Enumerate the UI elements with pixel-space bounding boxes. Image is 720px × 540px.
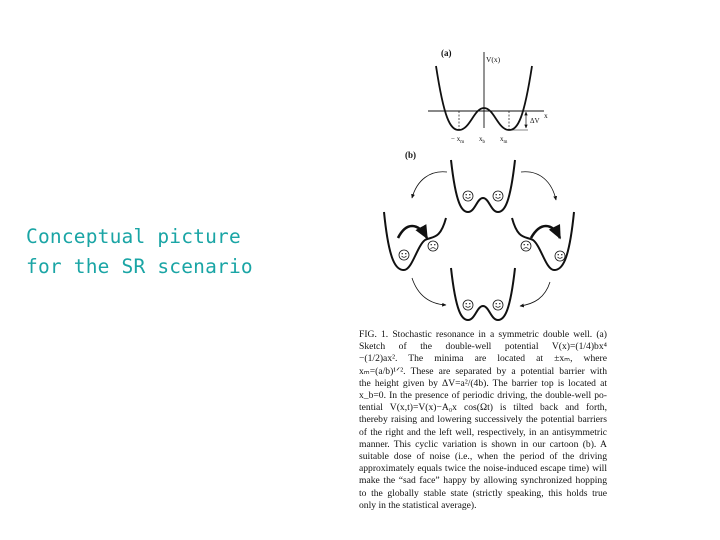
tick-xb: $x_b$	[479, 135, 485, 145]
hop-arrow-right	[531, 226, 560, 238]
slide-title-line-1: Conceptual picture	[26, 225, 241, 248]
delta-v-label: ΔV	[530, 117, 540, 125]
hop-arrow-left	[398, 226, 427, 238]
cycle-arrow-top-left	[412, 172, 447, 198]
tick-neg-xm: − $x_m$	[451, 135, 465, 145]
caption-line: the height given by ΔV=a²/(4b). The barrier top is located at	[359, 377, 607, 389]
caption-line: make the “sad face” happy by allowing synchronized hopping	[359, 475, 607, 487]
happy-face-icon	[399, 250, 409, 260]
caption-line: of the right and the left well, respectively, in an antisymmetric	[359, 426, 607, 438]
slide-title-line-2: for the SR scenario	[26, 255, 253, 278]
panel-a-label: (a)	[441, 48, 452, 58]
caption-line: suitable dose of noise (i.e., when the period of the driving	[359, 451, 607, 463]
figure-caption	[359, 329, 607, 512]
happy-face-icon	[463, 191, 473, 201]
happy-face-icon	[493, 300, 503, 310]
caption-line: xₘ=(a/b)¹ᐟ². These are separated by a potential barrier with	[359, 365, 607, 377]
tick-xm: $x_m$	[500, 135, 508, 145]
x-axis-label: x	[544, 111, 548, 120]
cycle-arrow-top-right	[521, 172, 556, 200]
happy-face-icon	[463, 300, 473, 310]
sad-face-icon	[521, 241, 531, 251]
left-tilted-well	[384, 212, 446, 270]
sad-face-icon	[428, 241, 438, 251]
caption-line: tential V(x,t)=V(x)−A₀x cos(Ωt) is tilted back and forth,	[359, 402, 607, 414]
caption-line: Sketch of the double-well potential V(x)=(1/4)bx⁴	[359, 341, 607, 353]
caption-line: FIG. 1. Stochastic resonance in a symmetric double well. (a)	[359, 329, 607, 340]
caption-line: approximately equals twice the noise-induced escape time) will	[359, 463, 607, 475]
caption-line: x_b=0. In the presence of periodic driving, the double-well po-	[359, 390, 607, 402]
cycle-arrow-bottom-left	[412, 278, 446, 305]
panel-a	[428, 48, 548, 145]
caption-line: only in the statistical average).	[359, 499, 477, 511]
right-tilted-well	[512, 212, 574, 270]
caption-line: −(1/2)ax². The minima are located at ±xₘ, where	[359, 353, 607, 365]
bottom-double-well	[451, 268, 515, 320]
y-axis-label: V(x)	[486, 55, 501, 64]
caption-line: manner. This cyclic variation is shown in our cartoon (b). A	[359, 438, 607, 450]
cycle-arrow-bottom-right	[520, 282, 550, 306]
happy-face-icon	[555, 251, 565, 261]
caption-line: thereby raising and lowering successively the potential barriers	[359, 414, 607, 426]
caption-line: to the globally stable state (strictly speaking, this holds true	[359, 487, 607, 499]
happy-face-icon	[493, 191, 503, 201]
panel-b-label: (b)	[405, 150, 416, 160]
top-double-well	[451, 160, 515, 212]
panel-b	[384, 150, 574, 320]
